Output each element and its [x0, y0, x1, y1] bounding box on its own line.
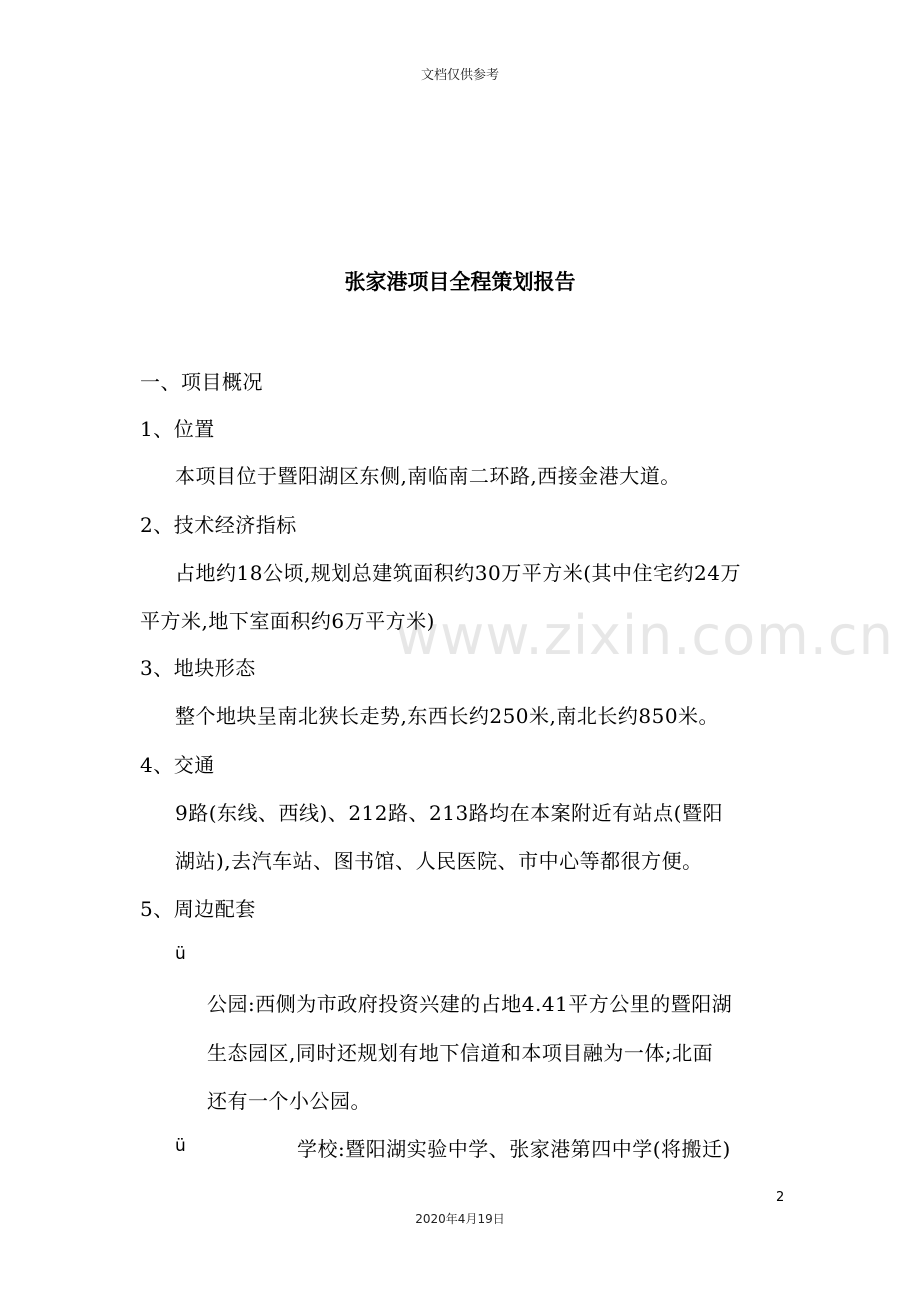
indicators-text-line1: 占地约18公顷,规划总建筑面积约30万平方米(其中住宅约24万 — [175, 561, 742, 585]
location-text: 本项目位于暨阳湖区东侧,南临南二环路,西接金港大道。 — [175, 464, 681, 488]
traffic-heading: 4、交通 — [140, 753, 215, 777]
traffic-text-line1: 9路(东线、西线)、212路、213路均在本案附近有站点(暨阳 — [175, 801, 723, 825]
bullet-marker: ü — [175, 944, 187, 964]
section-overview-heading: 一、项目概况 — [140, 370, 263, 394]
page-header: 文档仅供参考 — [420, 68, 499, 83]
page-number: 2 — [776, 1190, 785, 1205]
indicators-text-line2: 平方米,地下室面积约6万平方米) — [140, 609, 435, 633]
park-text-line1: 公园:西侧为市政府投资兴建的占地4.41平方公里的暨阳湖 — [207, 992, 733, 1016]
shape-text: 整个地块呈南北狭长走势,东西长约250米,南北长约850米。 — [175, 704, 720, 728]
park-text-line2: 生态园区,同时还规划有地下信道和本项目融为一体;北面 — [207, 1041, 714, 1065]
bullet-marker: ü — [175, 1136, 187, 1156]
school-text: 学校:暨阳湖实验中学、张家港第四中学(将搬迁) — [297, 1137, 731, 1161]
footer-date: 2020年4月19日 — [415, 1212, 505, 1226]
location-heading: 1、位置 — [140, 417, 215, 441]
watermark: www.zixin.com.cn — [395, 604, 894, 667]
park-text-line3: 还有一个小公园。 — [207, 1089, 371, 1113]
traffic-text-line2: 湖站),去汽车站、图书馆、人民医院、市中心等都很方便。 — [175, 849, 703, 873]
shape-heading: 3、地块形态 — [140, 656, 256, 680]
document-title: 张家港项目全程策划报告 — [344, 269, 576, 294]
facilities-heading: 5、周边配套 — [140, 897, 256, 921]
indicators-heading: 2、技术经济指标 — [140, 513, 297, 537]
